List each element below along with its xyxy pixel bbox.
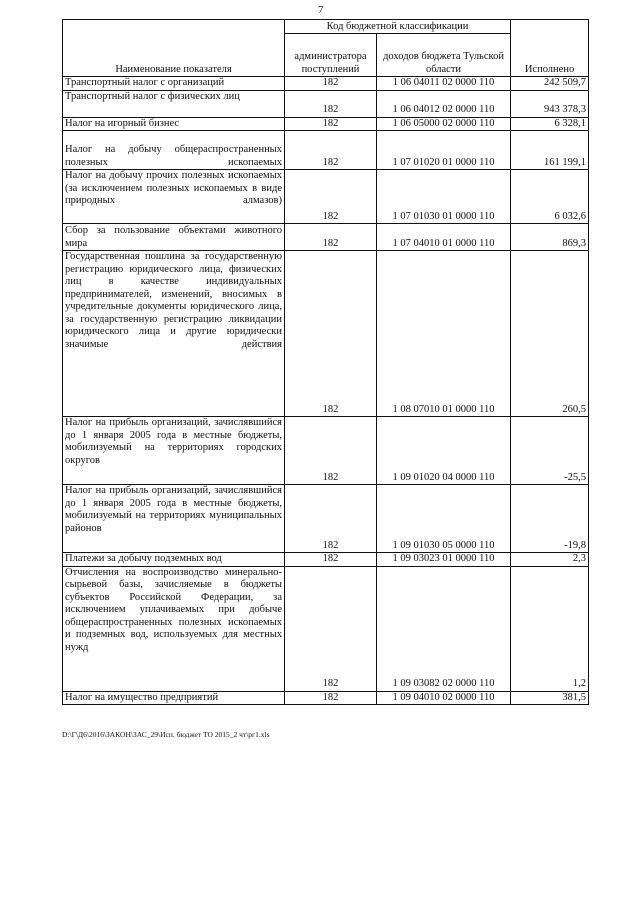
table-row [63, 251, 589, 417]
row-admin-code: 182 [285, 691, 377, 705]
row-name: Государственная пошлина за государственную регистрацию юридического лица, физических лиц в качестве индивидуальных предпринимателей, изменений, вносимых в учредительные документы юридического лица, за государственную регистрацию ликвидации юридического лица и другие юридически значимые действия [63, 251, 285, 417]
row-value: 1,2 [511, 566, 589, 691]
page-number: 7 [318, 4, 324, 16]
header-classification-code: Код бюджетной классификации [285, 20, 511, 34]
row-value: 242 509,7 [511, 77, 589, 91]
row-admin-code: 182 [285, 131, 377, 170]
table-row [63, 485, 589, 553]
row-admin-code: 182 [285, 485, 377, 553]
table-row [63, 224, 589, 251]
row-admin-code: 182 [285, 117, 377, 131]
row-name: Налог на добычу общераспространенных полезных ископаемых [63, 131, 285, 170]
row-value: 381,5 [511, 691, 589, 705]
row-admin-code: 182 [285, 224, 377, 251]
row-value: 869,3 [511, 224, 589, 251]
row-income-code: 1 09 01020 04 0000 110 [377, 417, 511, 485]
row-value: 2,3 [511, 553, 589, 567]
row-value: 260,5 [511, 251, 589, 417]
row-name: Отчисления на воспроизводство минерально-сырьевой базы, зачисляемые в бюджеты субъектов Российской Федерации, за исключением уплачиваемых при добыче общераспространенных полезных ископаемых и подземных вод, используемых для местных нужд [63, 566, 285, 691]
row-income-code: 1 09 01030 05 0000 110 [377, 485, 511, 553]
header-income-code: доходов бюджета Тульской области [377, 34, 511, 77]
row-admin-code: 182 [285, 90, 377, 117]
row-value: -19,8 [511, 485, 589, 553]
row-admin-code: 182 [285, 553, 377, 567]
row-value: 6 032,6 [511, 170, 589, 224]
header-indicator-name: Наименование показателя [63, 20, 285, 77]
row-income-code: 1 07 01020 01 0000 110 [377, 131, 511, 170]
table-row [63, 170, 589, 224]
row-income-code: 1 06 05000 02 0000 110 [377, 117, 511, 131]
table-row [63, 117, 589, 131]
row-name: Транспортный налог с физических лиц [63, 90, 285, 117]
row-income-code: 1 09 04010 02 0000 110 [377, 691, 511, 705]
row-income-code: 1 09 03082 02 0000 110 [377, 566, 511, 691]
row-admin-code: 182 [285, 566, 377, 691]
row-income-code: 1 06 04012 02 0000 110 [377, 90, 511, 117]
table-row [63, 553, 589, 567]
row-admin-code: 182 [285, 251, 377, 417]
row-value: 161 199,1 [511, 131, 589, 170]
row-value: 6 328,1 [511, 117, 589, 131]
row-income-code: 1 09 03023 01 0000 110 [377, 553, 511, 567]
row-value: -25,5 [511, 417, 589, 485]
table-row [63, 131, 589, 170]
row-admin-code: 182 [285, 417, 377, 485]
table-row [63, 691, 589, 705]
row-name: Сбор за пользование объектами животного мира [63, 224, 285, 251]
row-name: Налог на имущество предприятий [63, 691, 285, 705]
row-income-code: 1 06 04011 02 0000 110 [377, 77, 511, 91]
table-row [63, 417, 589, 485]
row-name: Платежи за добычу подземных вод [63, 553, 285, 567]
row-name: Налог на игорный бизнес [63, 117, 285, 131]
header-executed: Исполнено [511, 20, 589, 77]
row-name: Транспортный налог с организаций [63, 77, 285, 91]
row-income-code: 1 07 04010 01 0000 110 [377, 224, 511, 251]
table-row [63, 90, 589, 117]
row-name: Налог на прибыль организаций, зачислявшийся до 1 января 2005 года в местные бюджеты, мобилизуемый на территориях муниципальных районов [63, 485, 285, 553]
row-value: 943 378,3 [511, 90, 589, 117]
row-name: Налог на добычу прочих полезных ископаемых (за исключением полезных ископаемых в виде природных алмазов) [63, 170, 285, 224]
row-income-code: 1 08 07010 01 0000 110 [377, 251, 511, 417]
row-name: Налог на прибыль организаций, зачислявшийся до 1 января 2005 года в местные бюджеты, мобилизуемый на территориях городских округов [63, 417, 285, 485]
row-admin-code: 182 [285, 170, 377, 224]
file-path-footer: D:\Г\Д6\2016\ЗАКОН\ЗАС_29\Исп. бюджет ТО 2015_2 чт\рг1.xls [62, 730, 270, 739]
header-administrator: администратора поступлений [285, 34, 377, 77]
budget-execution-table [62, 19, 589, 705]
row-admin-code: 182 [285, 77, 377, 91]
table-row [63, 77, 589, 91]
table-row [63, 566, 589, 691]
row-income-code: 1 07 01030 01 0000 110 [377, 170, 511, 224]
